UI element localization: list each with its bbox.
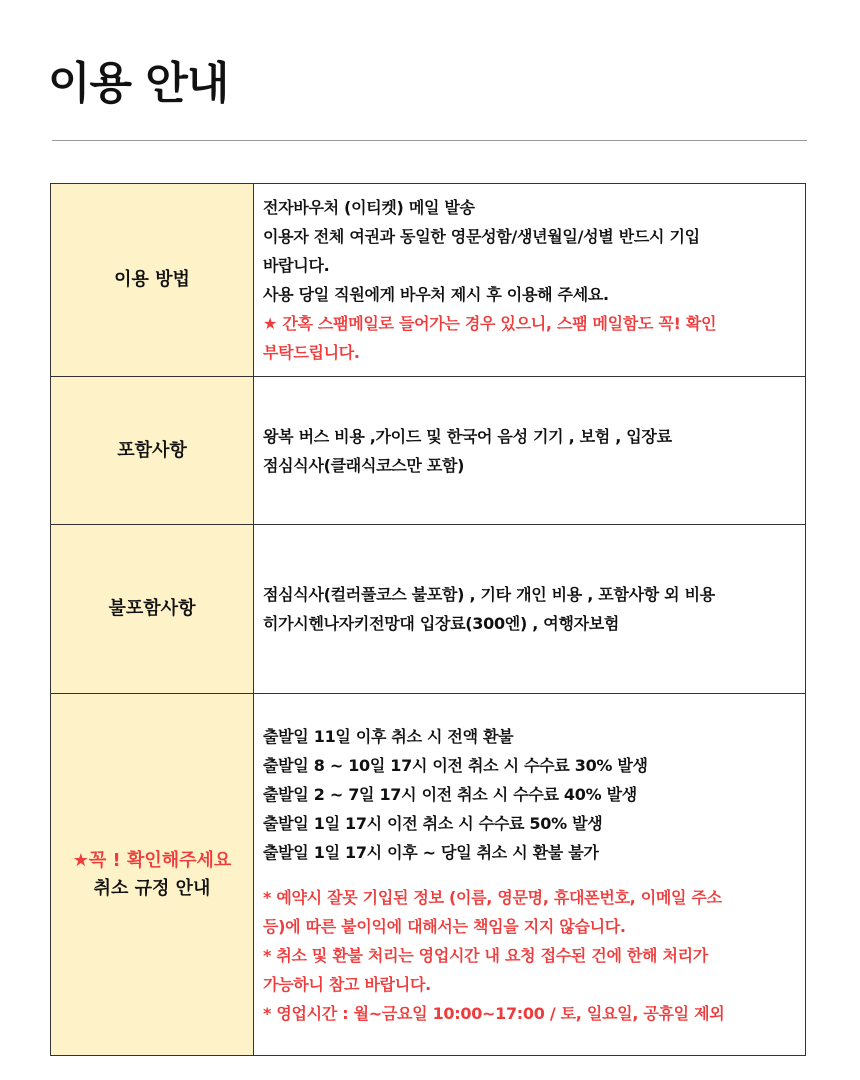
- included-label: 포함사항: [51, 377, 254, 525]
- title-divider: [52, 140, 807, 141]
- included-content: [254, 377, 806, 525]
- cancel-note-line: 등)에 따른 불이익에 대해서는 책임을 지지 않습니다.: [263, 916, 626, 936]
- row-usage-method: [51, 184, 806, 377]
- cancel-rule-line: 출발일 1일 17시 이후 ~ 당일 취소 시 환불 불가: [263, 842, 599, 862]
- row-excluded: [51, 525, 806, 694]
- cancel-rule-line: 출발일 1일 17시 이전 취소 시 수수료 50% 발생: [263, 813, 603, 833]
- cancel-rule-line: 출발일 8 ~ 10일 17시 이전 취소 시 수수료 30% 발생: [263, 755, 648, 775]
- spam-warning-line: 부탁드립니다.: [263, 343, 360, 362]
- cancel-note-line: * 예약시 잘못 기입된 정보 (이름, 영문명, 휴대폰번호, 이메일 주소: [263, 887, 722, 907]
- spam-warning-line: ★ 간혹 스팸메일로 들어가는 경우 있으니, 스팸 메일함도 꼭! 확인: [263, 314, 717, 333]
- row-cancel-policy: [51, 694, 806, 1056]
- cancel-note-line: * 영업시간 : 월~금요일 10:00~17:00 / 토, 일요일, 공휴일 제외: [263, 1003, 725, 1023]
- excluded-content: [254, 525, 806, 694]
- excluded-line: 점심식사(컬러풀코스 불포함) , 기타 개인 비용 , 포함사항 외 비용: [263, 585, 715, 604]
- usage-line: 이용자 전체 여권과 동일한 영문성함/생년월일/성별 반드시 기입: [263, 227, 700, 246]
- cancel-rule-line: 출발일 2 ~ 7일 17시 이전 취소 시 수수료 40% 발생: [263, 784, 637, 804]
- included-line: 왕복 버스 비용 ,가이드 및 한국어 음성 기기 , 보험 , 입장료: [263, 426, 672, 446]
- cancel-note-line: 가능하니 참고 바랍니다.: [263, 974, 431, 994]
- notes-spacer: [263, 867, 795, 883]
- cancel-policy-label: 취소 규정 안내: [93, 877, 211, 899]
- cancel-policy-highlight: ★꼭 ! 확인해주세요: [72, 849, 232, 871]
- usage-line: 사용 당일 직원에게 바우처 제시 후 이용해 주세요.: [263, 285, 609, 304]
- usage-method-content: [254, 184, 806, 377]
- included-line: 점심식사(클래식코스만 포함): [263, 455, 465, 475]
- excluded-line: 히가시헨나자키전망대 입장료(300엔) , 여행자보험: [263, 614, 620, 633]
- row-included: [51, 377, 806, 525]
- usage-method-label: 이용 방법: [51, 184, 254, 377]
- usage-line: 전자바우처 (이티켓) 메일 발송: [263, 198, 475, 217]
- usage-line: 바랍니다.: [263, 256, 330, 275]
- cancel-note-line: * 취소 및 환불 처리는 영업시간 내 요청 접수된 건에 한해 처리가: [263, 945, 708, 965]
- cancel-policy-content: [254, 694, 806, 1056]
- info-table: [50, 183, 806, 1056]
- excluded-label: 불포함사항: [51, 525, 254, 694]
- cancel-policy-label-cell: [51, 694, 254, 1056]
- cancel-rule-line: 출발일 11일 이후 취소 시 전액 환불: [263, 726, 514, 746]
- page-title: 이용 안내: [48, 58, 229, 109]
